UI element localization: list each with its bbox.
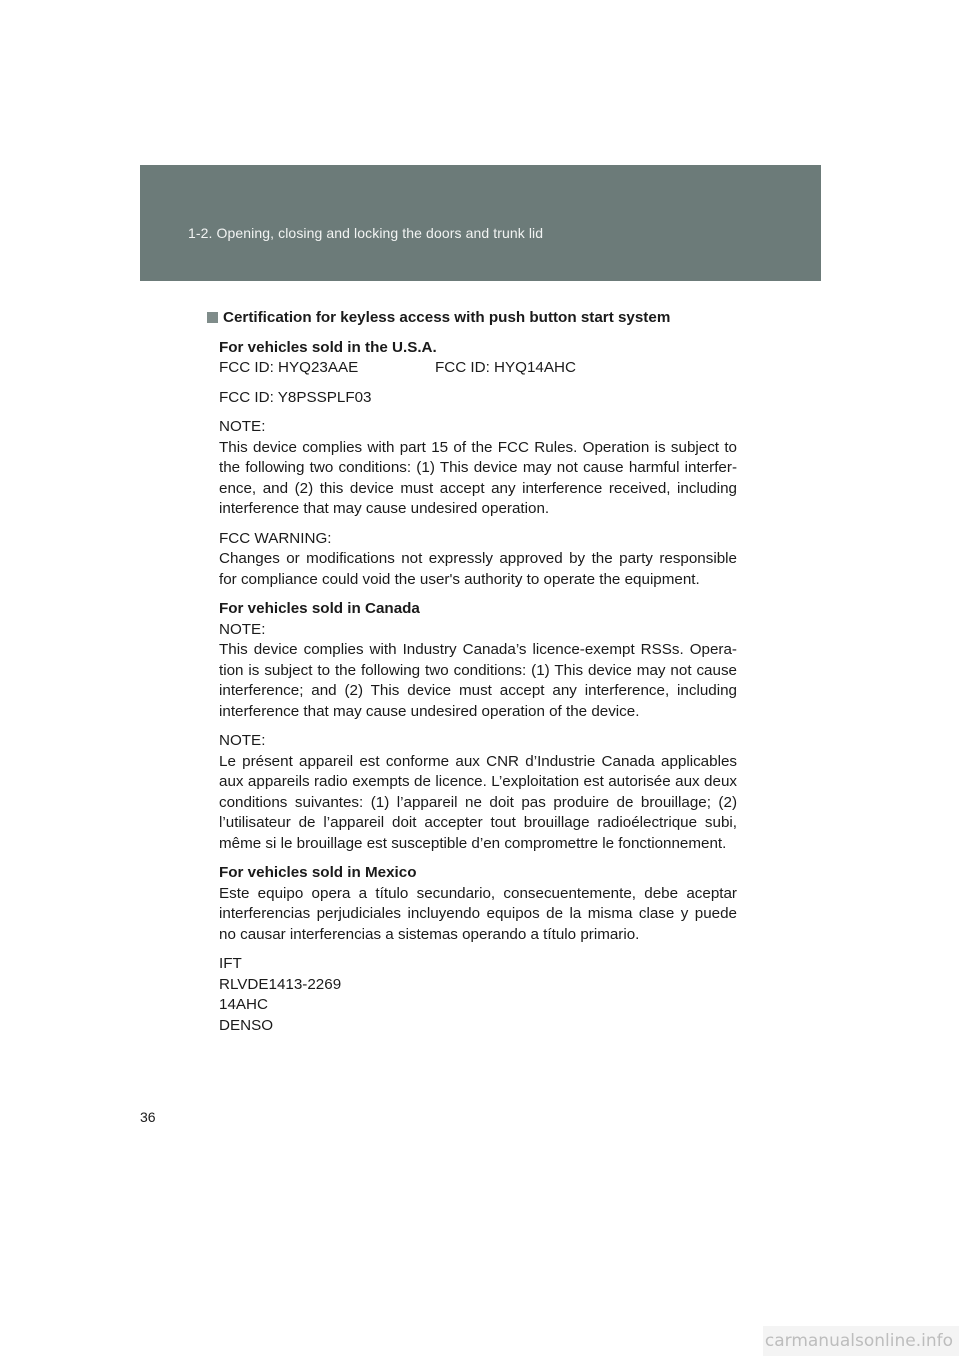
page-content xyxy=(219,308,737,1045)
section-breadcrumb: 1-2. Opening, closing and locking the doors and trunk lid xyxy=(188,225,544,241)
usa-ids xyxy=(219,338,737,379)
canada-note-fr xyxy=(219,731,737,854)
page-number: 36 xyxy=(140,1109,156,1125)
code-line: RLVDE1413-2269 xyxy=(219,975,342,993)
canada-heading: For vehicles sold in Canada xyxy=(219,600,420,617)
section-heading xyxy=(207,308,737,329)
code-line: 14AHC xyxy=(219,996,268,1013)
usa-note-label: NOTE: xyxy=(219,418,266,435)
fcc-id-2: FCC ID: HYQ14AHC xyxy=(435,359,576,376)
usa-note-text: This device complies with part 15 of the FCC Rules. Operation is subject to the following two conditions: (1) This device may not cause harmful interfer-ence, and (2) this device must accept any interference received, including interference that may cause undesired operation. xyxy=(219,438,737,517)
fcc-warning xyxy=(219,529,737,591)
canada-note-text-en: This device complies with Industry Canada’s licence-exempt RSSs. Opera-tion is subject to the following two conditions: (1) This device may not cause interference; and (2) This device must accept any interference, including interference that may cause undesired operation of the device. xyxy=(219,641,737,720)
code-line: DENSO xyxy=(219,1016,274,1034)
canada-note-en xyxy=(219,599,737,722)
watermark xyxy=(763,1326,959,1356)
header-band xyxy=(140,165,821,281)
canada-note-text-fr: Le présent appareil est conforme aux CNR d’Industrie Canada applicables aux appareils radio exempts de licence. L’exploitation est autorisée aux deux conditions suivantes: (1) l’appareil ne doit pas produire de brouillage; (2) l’utilisateur de l’appareil doit accepter tout brouillage radioélectrique subi, même si le brouillage est susceptible d’en compromettre le fonctionnement. xyxy=(219,752,737,852)
canada-note-label-fr: NOTE: xyxy=(219,732,266,749)
fcc-id-3: FCC ID: Y8PSSPLF03 xyxy=(219,388,372,406)
section-title: Certification for keyless access with push button start system xyxy=(223,309,671,326)
watermark-text: carmanualsonline.info xyxy=(764,1331,953,1351)
mexico-heading: For vehicles sold in Mexico xyxy=(219,864,417,881)
mexico-text: Este equipo opera a título secundario, consecuentemente, debe aceptar interferencias perjudiciales incluyendo equipos de la misma clase y puede no causar interferencias a sistemas operando a título primario. xyxy=(219,884,737,943)
square-bullet-icon xyxy=(207,312,218,323)
fcc-warning-text: Changes or modifications not expressly approved by the party responsible for compliance could void the user's authority to operate the equipment. xyxy=(219,550,737,588)
fcc-id-row xyxy=(219,358,737,379)
usa-note xyxy=(219,417,737,520)
code-line: IFT xyxy=(219,955,242,972)
mexico-section xyxy=(219,863,737,945)
fcc-warning-label: FCC WARNING: xyxy=(219,529,332,547)
usa-heading: For vehicles sold in the U.S.A. xyxy=(219,338,437,356)
mexico-codes xyxy=(219,954,737,1036)
canada-note-label-en: NOTE: xyxy=(219,620,266,638)
fcc-id-1: FCC ID: HYQ23AAE xyxy=(219,359,359,376)
